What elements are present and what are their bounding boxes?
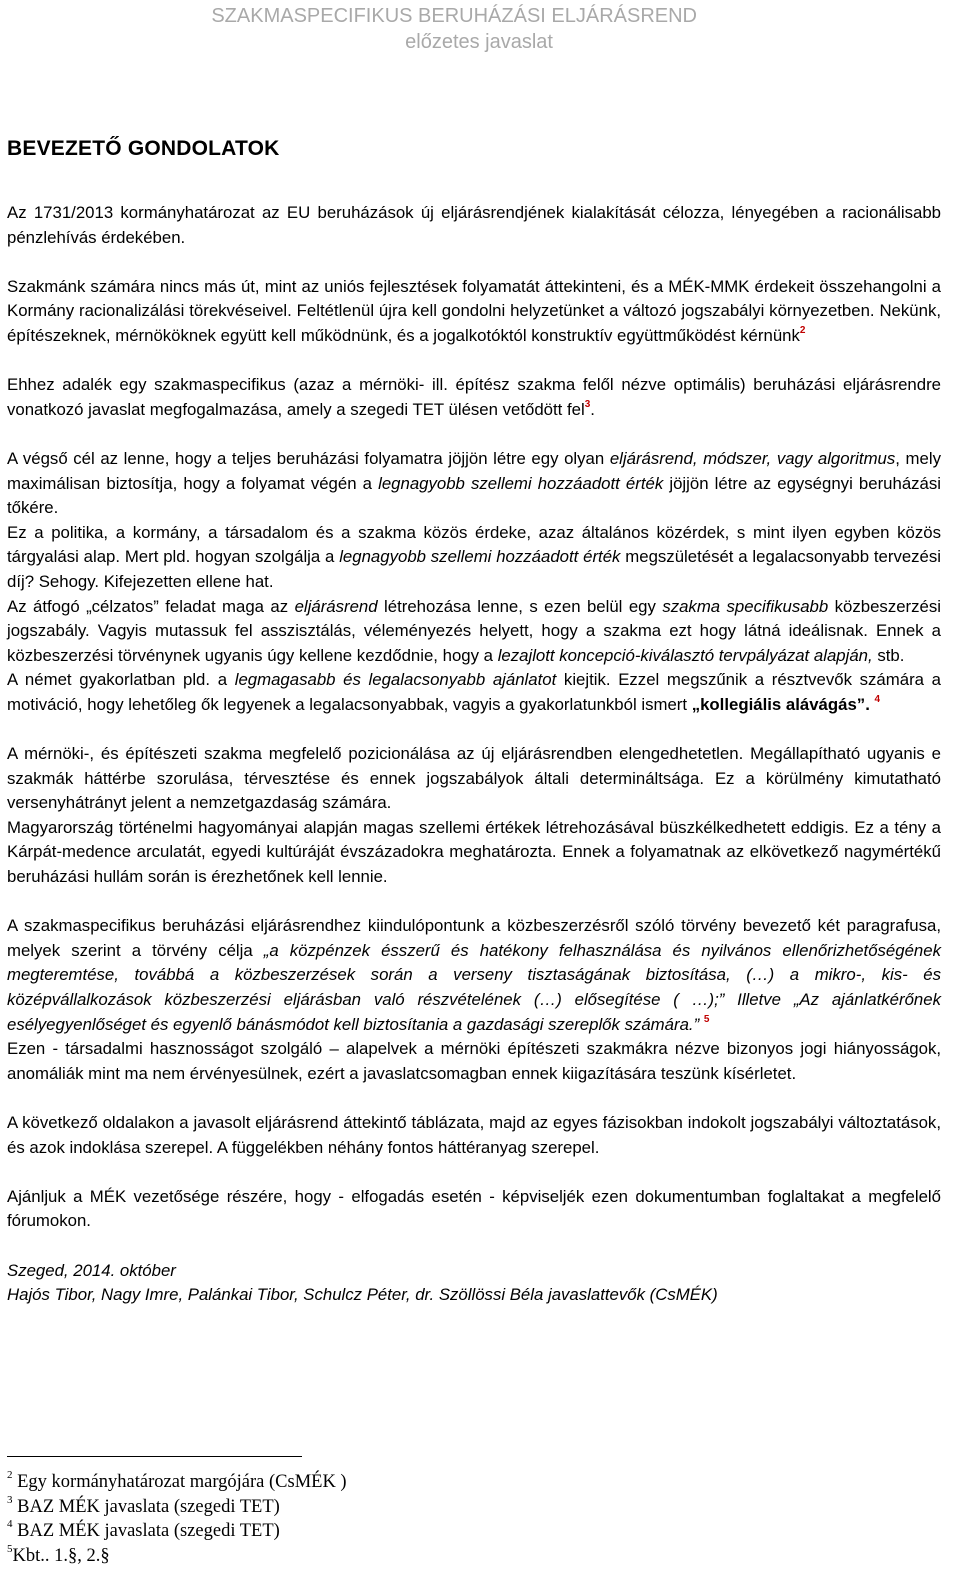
paragraph-11: Ezen - társadalmi hasznosságot szolgáló – alapelvek a mérnöki építészeti szakmákra nézve bizonyos jogi hiányosságok, anomáliák mint ma nem érvényesülnek, ezért a javaslatcsomagban ennek kiigazítására teszünk kísérletet. — [7, 1039, 941, 1083]
paragraph-9: Magyarország történelmi hagyományai alapján magas szellemi értékek létrehozásával büszkélkedhetett eddigis. Ez a tény a Kárpát-medence arculatát, egyedi kultúráját évszázadokra meghatározta. Ennek a folyamatnak az elkövetkező nagymértékű beruházási hullám során is érezhetőnek kell lennie. — [7, 817, 941, 887]
footnote-ref-3[interactable]: 3 — [584, 398, 591, 410]
paragraph-10-quote: „a közpénzek ésszerű és hatékony felhasználása és nyilvános ellenőrizhetőségének megteremtése, továbbá a közbeszerzések során a verseny tisztaságának biztosítása, (…) a mikro-, kis- és középvállalkozások közbeszerzési eljárásban való részvételének (…) elősegítése ( …);” Illetve „Az ajánlatkérőnek esélyegyenlőséget és egyenlő bánásmódot kell biztosítania a gazdasági szereplők számára.” — [7, 940, 941, 1034]
paragraph-6-text-a: Az átfogó „célzatos” feladat maga az — [7, 596, 295, 616]
signature-date — [7, 1259, 941, 1284]
paragraph-5-text-b: megszületését a legalacsonyabb tervezési díj? Sehogy. Kifejezetten ellene hat. — [7, 547, 942, 591]
paragraph-7-text-a: A német gyakorlatban pld. a — [7, 670, 235, 690]
paragraph-3-text: Ehhez adalék egy szakmaspecifikus (azaz a mérnöki- ill. építész szakma felől nézve optimális) beruházási eljárásrendre vonatkozó javaslat megfogalmazása, amely a szegedi TET ülésen vetődött fel — [7, 375, 941, 419]
signature-date-text: Szeged, 2014. október — [7, 1260, 176, 1280]
paragraph-8: A mérnöki-, és építészeti szakma megfelelő pozicionálása az új eljárásrendben elengedhetetlen. Megállapítható ugyanis e szakmák háttérbe szorulása, térvesztése és ennek jogszabályok általi determináltsága. Ez a körülmény kimutatható versenyhátrányt jelent a nemzetgazdaság számára. — [7, 744, 941, 813]
paragraph-4 — [7, 447, 941, 521]
document-body — [7, 201, 941, 1308]
footnote-text: Egy kormányhatározat margójára (CsMÉK ) — [17, 1472, 347, 1492]
footnote-3 — [7, 1495, 347, 1520]
footnote-number: 3 — [7, 1493, 13, 1506]
paragraph-2 — [7, 275, 941, 349]
section-heading: BEVEZETŐ GONDOLATOK — [7, 137, 280, 160]
paragraph-1: Az 1731/2013 kormányhatározat az EU beruházások új eljárásrendjének kialakítását célozza, lényegében a racionálisabb pénzlehívás érdekében. — [7, 203, 941, 247]
footnote-separator — [7, 1456, 302, 1457]
signature-names — [7, 1283, 941, 1308]
footnotes — [7, 1470, 347, 1568]
paragraph-7 — [7, 668, 941, 717]
paragraph-13: Ajánljuk a MÉK vezetősége részére, hogy - elfogadás esetén - képviseljék ezen dokumentumban foglaltakat a megfelelő fórumokon. — [7, 1186, 941, 1231]
footnote-text: Kbt.. 1.§, 2.§ — [12, 1545, 110, 1566]
paragraph-6-text-d: stb. — [872, 645, 905, 665]
paragraph-6-italic-b: szakma specifikusabb — [662, 596, 829, 616]
document-header-title: SZAKMASPECIFIKUS BERUHÁZÁSI ELJÁRÁSREND — [211, 5, 697, 27]
paragraph-7-text-b: kiejtik. Ezzel megszűnik a résztvevők számára a motiváció, hogy lehetőleg ők legyenek a legalacsonyabbak, vagyis a gyakorlatunkból ismert — [7, 670, 941, 714]
footnote-5 — [7, 1544, 347, 1569]
paragraph-12: A következő oldalakon a javasolt eljárásrend áttekintő táblázata, majd az egyes fázisokban indokolt jogszabályi változtatások, és azok indoklása szerepel. A függelékben néhány fontos háttéranyag szerepel. — [7, 1112, 941, 1157]
paragraph-5-text-a: Ez a politika, a kormány, a társadalom és a szakma közös érdeke, azaz általános közérdek, s mint ilyen egyben közös tárgyalási alap. Mert pld. hogyan szolgálja a — [7, 522, 941, 567]
footnote-ref-2[interactable]: 2 — [799, 324, 806, 336]
paragraph-4-text-a: A végső cél az lenne, hogy a teljes beruházási folyamatra jöjjön létre egy olyan — [7, 448, 610, 468]
paragraph-4-text-b: , mely maximálisan biztosítja, hogy a folyamat végén a — [7, 448, 941, 493]
paragraph-6 — [7, 595, 941, 669]
paragraph-10-text: A szakmaspecifikus beruházási eljárásrendhez kiindulópontunk a közbeszerzésről szóló törvény bevezető két paragrafusa, melyek szerint a törvény célja — [7, 916, 941, 960]
paragraph-6-italic-c: lezajlott koncepció-kiválasztó tervpályázat alapján, — [497, 645, 873, 665]
paragraph-3-end: . — [590, 399, 595, 419]
paragraph-5-italic-a: legnagyobb szellemi hozzáadott érték — [339, 547, 621, 567]
paragraph-4-italic-b: legnagyobb szellemi hozzáadott érték — [378, 473, 664, 493]
paragraph-6-text-c: közbeszerzési jogszabály. Vagyis mutassuk fel asszisztálás, véleményezés helyett, hogy a szakma ezt hogy látná ideálisnak. Ennek a közbeszerzési törvénynek ugyanis úgy kellene kezdődnie, hogy a — [7, 596, 941, 665]
paragraph-7-bold: „kollegiális alávágás”. — [691, 694, 870, 714]
footnote-text: BAZ MÉK javaslata (szegedi TET) — [17, 1496, 280, 1517]
paragraph-6-text-b: létrehozása lenne, s ezen belül egy — [377, 596, 663, 616]
footnote-4 — [7, 1519, 347, 1544]
footnote-2 — [7, 1470, 347, 1495]
footnote-ref-5[interactable]: 5 — [703, 1013, 710, 1025]
paragraph-4-italic-a: eljárásrend, módszer, vagy algoritmus — [609, 448, 896, 468]
paragraph-10 — [7, 914, 941, 1037]
paragraph-4-text-c: jöjjön létre az egységnyi beruházási tőkére. — [7, 473, 942, 518]
document-header-subtitle: előzetes javaslat — [405, 31, 553, 53]
paragraph-3 — [7, 373, 941, 422]
signature-names-text: Hajós Tibor, Nagy Imre, Palánkai Tibor, Schulcz Péter, dr. Szöllössi Béla javaslattevők (CsMÉK) — [7, 1285, 718, 1305]
footnote-number: 4 — [7, 1518, 13, 1530]
footnote-ref-4[interactable]: 4 — [874, 693, 881, 705]
paragraph-2-text: Szakmánk számára nincs más út, mint az uniós fejlesztések folyamatát áttekinteni, és a MÉK-MMK érdekeit összehangolni a Kormány racionalizálási törekvéseivel. Feltétlenül újra kell gondolni helyzetünket a változó jogszabályi környezetben. Nekünk, építészeknek, mérnököknek együtt kell működnünk, és a jogalkotóktól konstruktív együttműködést kérnünk — [7, 276, 941, 345]
footnote-text: BAZ MÉK javaslata (szegedi TET) — [17, 1521, 280, 1541]
footnote-number: 2 — [7, 1469, 13, 1481]
paragraph-6-italic-a: eljárásrend — [294, 596, 378, 616]
paragraph-5 — [7, 521, 941, 595]
footnote-number: 5 — [7, 1542, 13, 1555]
paragraph-7-italic-a: legmagasabb és legalacsonyabb ajánlatot — [234, 670, 557, 690]
